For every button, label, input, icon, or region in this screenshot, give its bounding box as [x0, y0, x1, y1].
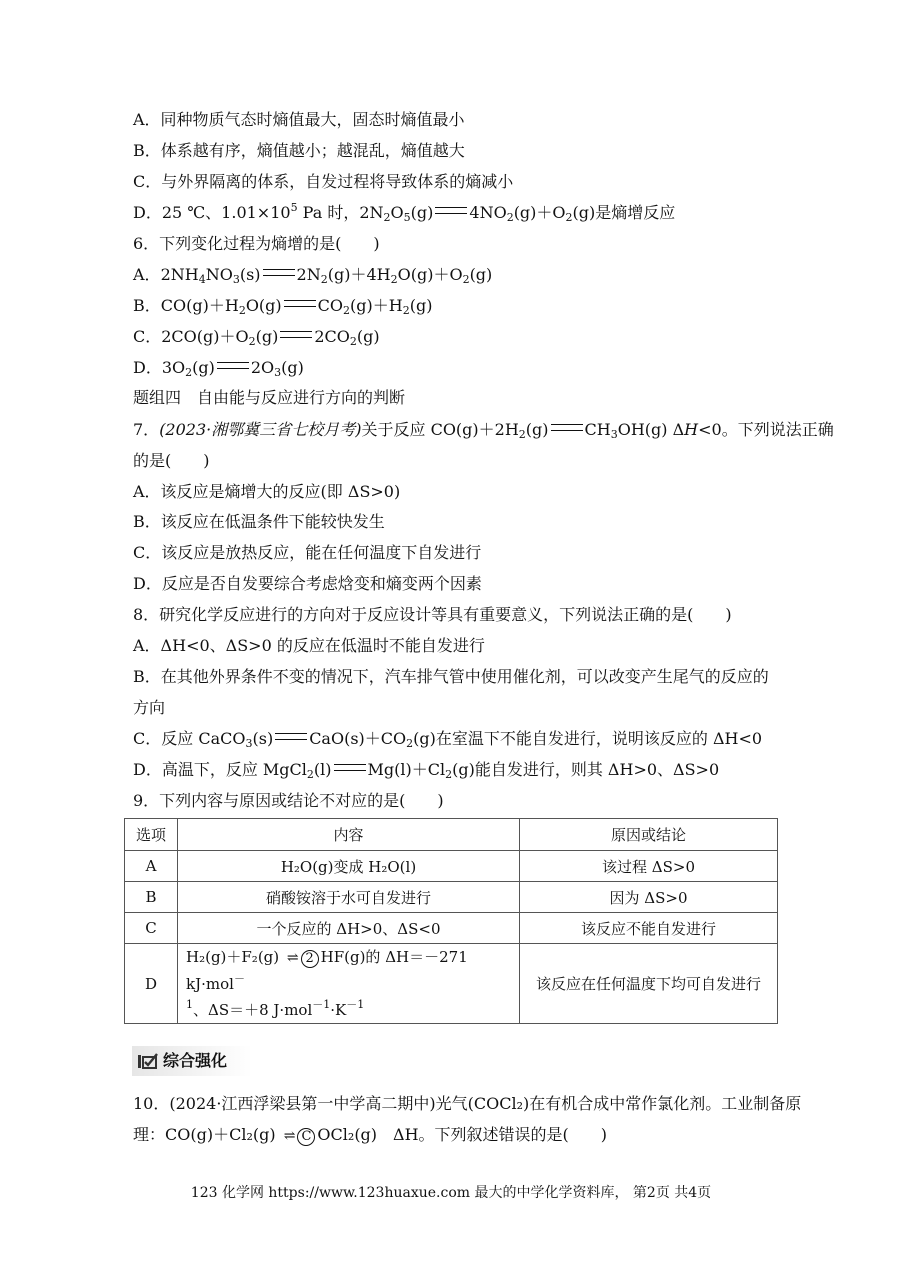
q9-stem: 9．下列内容与原因或结论不对应的是( ): [133, 791, 444, 810]
q6-option-b-label: B．: [133, 296, 161, 315]
q7-source: (2023·湘鄂冀三省七校月考): [159, 420, 362, 439]
circled-letter: C: [297, 1128, 315, 1146]
q8-stem: 8．研究化学反应进行的方向对于反应设计等具有重要意义，下列说法正确的是( ): [133, 605, 732, 624]
q6-option-b: B．$CO(g)+H_2O(g)$ $CO_2(g)+H_2(g)$: [133, 296, 433, 317]
reversible-arrow-icon: ⇌: [286, 950, 298, 966]
q8-option-d-post: 能自发进行，则其 ΔH>0、ΔS>0: [474, 760, 720, 779]
q8-option-b-line1: B．在其他外界条件不变的情况下，汽车排气管中使用催化剂，可以改变产生尾气的反应的: [133, 667, 769, 686]
table-cell-reason: 该过程 ΔS>0: [520, 851, 778, 882]
q7-stem-post: 。下列说法正确: [721, 420, 834, 439]
q6-option-a-label: A．: [133, 265, 161, 284]
q5-option-d-pre: D．25 ℃、1.01×10: [133, 203, 291, 222]
table-cell-content: H₂O(g)变成 H₂O(l): [178, 851, 520, 882]
q8-option-c-post: 在室温下不能自发进行，说明该反应的 ΔH<0: [435, 729, 763, 748]
q7-stem: 7．(2023·湘鄂冀三省七校月考)关于反应 $CO(g)+2H_2(g)$ $CH_3OH(g)$ ΔH<0。下列说法正确: [133, 420, 834, 441]
q10-line2-post: OCl₂(g) ΔH。下列叙述错误的是( ): [317, 1125, 608, 1144]
group4-heading: 题组四 自由能与反应进行方向的判断: [133, 388, 406, 407]
table-header-row: [125, 819, 778, 851]
q6-option-d: D．$3O_2(g)$ $2O_3(g)$: [133, 358, 304, 379]
reversible-arrow-icon: ⇌: [283, 1128, 295, 1144]
table-cell-option: D: [125, 944, 178, 1024]
row-d-content-post: HF(g)的 ΔH＝－271 kJ·mol: [186, 948, 468, 993]
checkmark-icon: [138, 1053, 158, 1069]
section-title: 综合强化: [163, 1051, 228, 1070]
q5-option-b: B．体系越有序，熵值越小；越混乱，熵值越大: [133, 141, 465, 160]
q8-option-b-line2: 方向: [133, 698, 166, 717]
row-d-content-pre: H₂(g)＋F₂(g): [186, 948, 284, 966]
q7-stem-line2: 的是( ): [133, 451, 210, 470]
q5-option-d-post: Pa 时，2N: [297, 203, 384, 222]
q10-line1: 10．(2024·江西浮梁县第一中学高二期中)光气(COCl₂)在有机合成中常作氯化剂。工业制备原: [133, 1094, 802, 1113]
q6-option-c-label: C．: [133, 327, 162, 346]
table-row: [125, 851, 778, 882]
table-row: [125, 882, 778, 913]
table-cell-reason: 该反应在任何温度下均可自发进行: [520, 944, 778, 1024]
table-cell-reason: 因为 ΔS>0: [520, 882, 778, 913]
q8-option-a: A．ΔH<0、ΔS>0 的反应在低温时不能自发进行: [133, 636, 485, 655]
table-cell-reason: 该反应不能自发进行: [520, 913, 778, 944]
q7-option-c: C．该反应是放热反应，能在任何温度下自发进行: [133, 543, 482, 562]
q7-number: 7．: [133, 420, 160, 439]
table-cell-content: 硝酸铵溶于水可自发进行: [178, 882, 520, 913]
q5-option-d: D．25 ℃、$1.01\times 10^5$ Pa 时，$2N_2O_5(g)$ $4NO_2(g)+O_2(g)$是熵增反应: [133, 201, 676, 224]
table-header-reason: 原因或结论: [520, 819, 778, 851]
q8-option-d: D．高温下，反应 MgCl$_2$(l) $Mg(l)+Cl_2(g)$能自发进行，则其 ΔH>0、ΔS>0: [133, 760, 720, 781]
q10-line2-pre: 理：CO(g)＋Cl₂(g): [133, 1125, 281, 1144]
table-header-option: 选项: [125, 819, 178, 851]
table-row: [125, 944, 778, 1024]
q7-option-b: B．该反应在低温条件下能较快发生: [133, 512, 385, 531]
q6-stem: 6．下列变化过程为熵增的是( ): [133, 234, 380, 253]
q7-option-a: A．该反应是熵增大的反应(即 ΔS>0): [133, 482, 401, 501]
q5-option-a: A．同种物质气态时熵值最大，固态时熵值最小: [133, 110, 465, 129]
q8-option-c-pre: C．反应 CaCO: [133, 729, 246, 748]
page-footer: 123 化学网 https://www.123huaxue.com 最大的中学化学资料库， 第2页 共4页: [190, 1185, 712, 1201]
q5-option-d-exp: 5: [290, 201, 298, 214]
q5-option-d-end: 是熵增反应: [595, 203, 676, 222]
q8-option-c: C．反应 CaCO$_3$(s) $CaO(s)+CO_2(g)$在室温下不能自发进行，说明该反应的 ΔH<0: [133, 729, 763, 750]
q8-option-d-pre: D．高温下，反应 MgCl: [133, 760, 307, 779]
q6-option-a: A．$2NH_4NO_3(s)$ $2N_2(g)+4H_2O(g)+O_2(g)$: [133, 265, 493, 286]
q9-table: [124, 818, 778, 1024]
table-cell-content: H₂(g)＋F₂(g) ⇌ 2 HF(g)的 ΔH＝－271 kJ·mol－ $^1$、ΔS＝＋8 $J\cdot mol^{-1}\cdot K^{-1}$: [178, 944, 520, 1024]
table-cell-option: B: [125, 882, 178, 913]
table-row: [125, 913, 778, 944]
circled-number: 2: [301, 950, 319, 968]
q7-stem-pre: 关于反应 CO(g)＋2H: [361, 420, 519, 439]
table-cell-option: C: [125, 913, 178, 944]
q6-option-d-label: D．: [133, 358, 162, 377]
q6-option-c: C．$2CO(g)+O_2(g)$ $2CO_2(g)$: [133, 327, 380, 348]
table-header-content: 内容: [178, 819, 520, 851]
q7-option-d: D．反应是否自发要综合考虑焓变和熵变两个因素: [133, 574, 482, 593]
row-d-content-line2: 、ΔS＝＋8 J·mol: [193, 1001, 313, 1019]
table-cell-content: 一个反应的 ΔH>0、ΔS<0: [178, 913, 520, 944]
q10-line2: [133, 1125, 607, 1146]
table-cell-option: A: [125, 851, 178, 882]
q5-option-c: C．与外界隔离的体系，自发过程将导致体系的熵减小: [133, 172, 514, 191]
